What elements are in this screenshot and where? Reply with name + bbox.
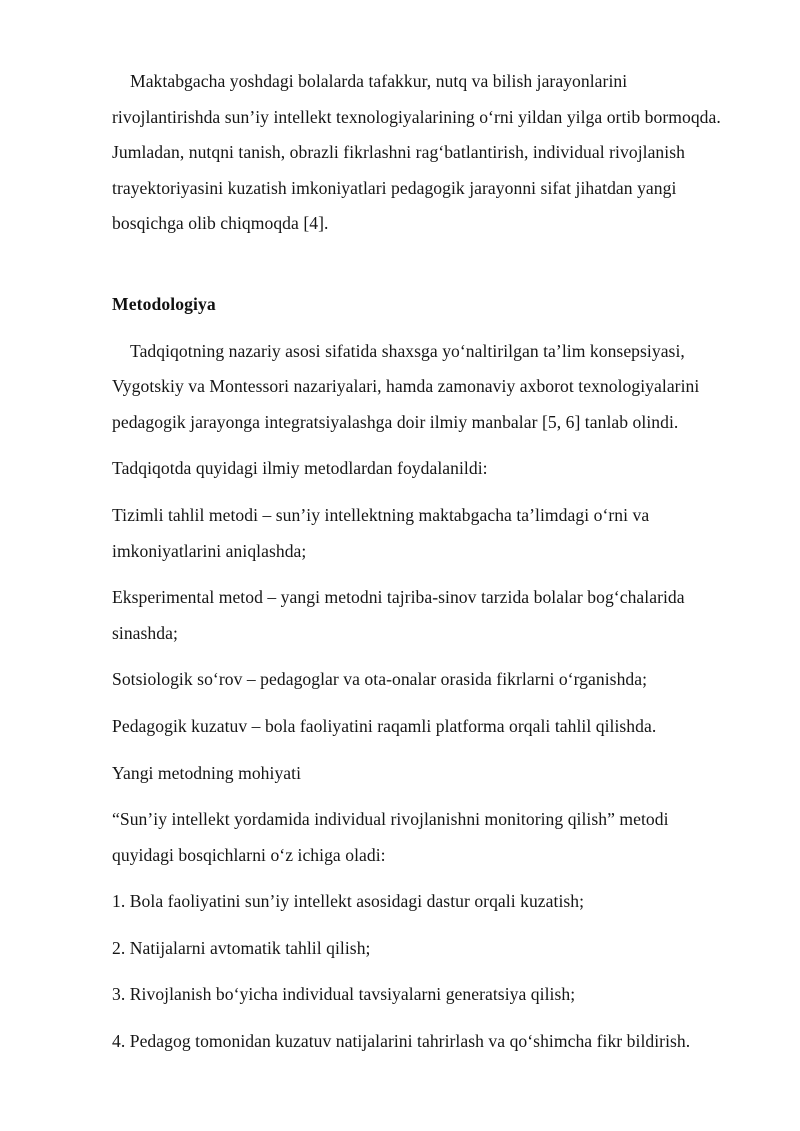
method-item: Pedagogik kuzatuv – bola faoliyatini raqamli platforma orqali tahlil qilishda. (112, 715, 657, 736)
intro-paragraph: Maktabgacha yoshdagi bolalarda tafakkur, nutq va bilish jarayonlarini rivojlantirishda sun’iy intellekt texnologiyalarining oʻrni yildan yilga ortib bormoqda. Jumladan, nutqni tanish, obrazli fikrlashni ragʻbatlantirish, individual rivojlanish trayektoriyasini kuzatish imkoniyatlari pedagogik jarayonni sifat jihatdan yangi bosqichga olib chiqmoqda [4]. (112, 71, 721, 234)
spacer-step-3 (112, 966, 728, 977)
step-item: 3. Rivojlanish boʻyicha individual tavsiyalarni generatsiya qilish; (112, 984, 576, 1005)
page-content (112, 64, 728, 1060)
spacer-method-2 (112, 569, 728, 580)
method-item: Sotsiologik soʻrov – pedagoglar va ota-onalar orasida fikrlarni oʻrganishda; (112, 669, 648, 690)
method-item: Eksperimental metod – yangi metodni tajriba-sinov tarzida bolalar bogʻchalarida sinashda; (112, 587, 685, 643)
method-item: Tizimli tahlil metodi – sun’iy intellektning maktabgacha ta’limdagi oʻrni va imkoniyatlarini aniqlashda; (112, 504, 650, 561)
step-item: 4. Pedagog tomonidan kuzatuv natijalarini tahrirlash va qoʻshimcha fikr bildirish. (112, 1031, 691, 1052)
spacer-before-heading (112, 242, 728, 287)
subsection-heading-yangi-metod: Yangi metodning mohiyati (112, 762, 302, 783)
spacer-step-4 (112, 1013, 728, 1024)
spacer-before-subheading (112, 745, 728, 756)
spacer-before-method-intro (112, 791, 728, 802)
spacer-method-1 (112, 487, 728, 498)
methods-lead-text: Tadqiqotda quyidagi ilmiy metodlardan foydalanildi: (112, 458, 488, 479)
spacer-method-3 (112, 651, 728, 662)
spacer-after-heading (112, 323, 728, 334)
spacer-step-1 (112, 873, 728, 884)
spacer-before-methods-lead (112, 440, 728, 451)
section-heading-metodologiya: Metodologiya (112, 293, 216, 314)
spacer-step-2 (112, 920, 728, 931)
step-item: 2. Natijalarni avtomatik tahlil qilish; (112, 937, 371, 958)
spacer-method-4 (112, 698, 728, 709)
method-intro-paragraph: “Sun’iy intellekt yordamida individual rivojlanishni monitoring qilish” metodi quyidagi bosqichlarni oʻz ichiga oladi: (112, 809, 669, 865)
step-item: 1. Bola faoliyatini sun’iy intellekt asosidagi dastur orqali kuzatish; (112, 891, 585, 912)
methodology-paragraph: Tadqiqotning nazariy asosi sifatida shaxsga yoʻnaltirilgan ta’lim konsepsiyasi, Vygotskiy va Montessori nazariyalari, hamda zamonaviy axborot texnologiyalarini pedagogik jarayonga integratsiyalashga doir ilmiy manbalar [5, 6] tanlab olindi. (112, 340, 700, 432)
